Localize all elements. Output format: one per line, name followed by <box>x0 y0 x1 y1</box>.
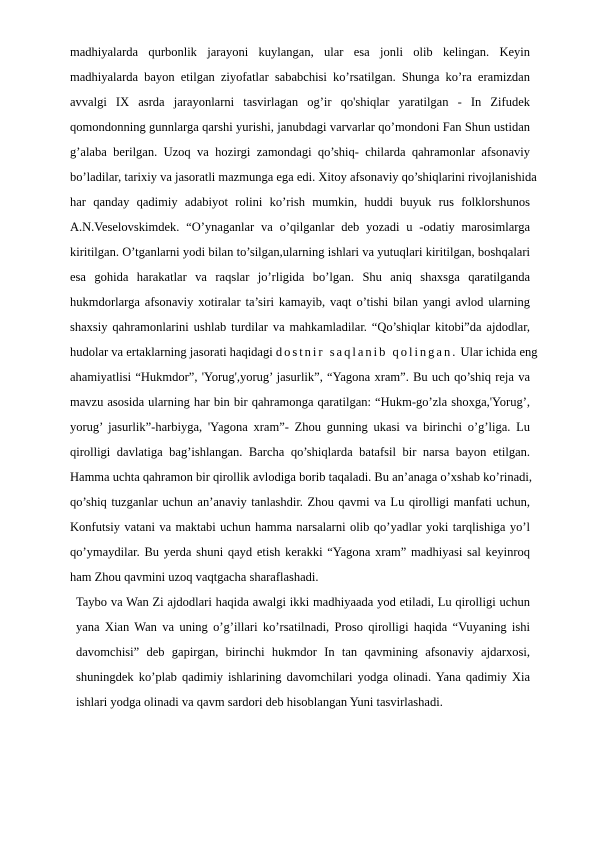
text-line: yana Xian Wan va uning o’g’illari ko’rsatilnadi, Proso qirolligi haqida “Vuyaning ishi <box>76 620 530 634</box>
text-line: ishlari yodga olinadi va qavm sardori deb hisoblangan Yuni tasvirlashadi. <box>76 695 443 709</box>
text-segment: hudolar va ertaklarning jasorati haqidagi <box>70 345 273 359</box>
text-line-with-spaced-phrase <box>70 340 538 364</box>
text-line: har qanday qadimiy adabiyot rolini ko’rish mumkin, huddi buyuk rus folklorshunos <box>70 195 530 209</box>
text-line: esa gohida harakatlar va raqslar jo’rligida bo’lgan. Shu aniq shaxsga qaratilganda <box>70 270 530 284</box>
text-line: yorug’ jasurlik”-harbiyga, 'Yagona xram”- Zhou gunning ukasi va birinchi o’g’liga. Lu <box>70 420 530 434</box>
text-line: davomchisi” deb gapirgan, birinchi hukmdor In tan qavmining afsonaviy ajdarxosi, <box>76 645 530 659</box>
text-line: hukmdorlarga afsonaviy xotiralar ta’siri kamayib, vaqt o’tishi bilan yangi avlod ularning <box>70 295 530 309</box>
text-line: Konfutsiy vatani va maktabi uchun hamma narsalarni olib qo’yadlar yoki tarqlishiga yo’l <box>70 520 530 534</box>
text-line: qomondonning gunnlarga qarshi yurishi, janubdagi varvarlar qo’mondoni Fan Shun ustidan <box>70 120 530 134</box>
text-segment: Ular ichida eng <box>460 345 538 359</box>
text-line: kiritilgan. O’tganlarni yodi bilan to’silgan,ularning ishlari va yutuqlari kiritilgan, boshqalari <box>70 245 530 259</box>
text-line: Taybo va Wan Zi ajdodlari haqida awalgi ikki madhiyaada yod etiladi, Lu qirolligi uchun <box>76 595 530 609</box>
text-line: avvalgi IX asrda jarayonlarni tasvirlagan og’ir qo'shiqlar yaratilgan - In Zifudek <box>70 95 530 109</box>
text-line: qo’shiq tuzganlar uchun an’anaviy tanlashdir. Zhou qavmi va Lu qirolligi manfati uchun, <box>70 495 530 509</box>
text-line: madhiyalarda bayon etilgan ziyofatlar sababchisi ko’rsatilgan. Shunga ko’ra eramizdan <box>70 70 530 84</box>
text-line: Hamma uchta qahramon bir qirollik avlodiga borib taqaladi. Bu an’anaga o’xshab ko’rinadi, <box>70 470 533 484</box>
text-line: g’alaba berilgan. Uzoq va hozirgi zamondagi qo’shiq- chilarda qahramonlar afsonaviy <box>70 145 530 159</box>
spaced-phrase: dostnir saqlanib qolingan. <box>275 345 458 359</box>
text-line: shaxsiy qahramonlarini ushlab turdilar va mahkamladilar. “Qo’shiqlar kitobi”da ajdodlar, <box>70 320 530 334</box>
text-line: mavzu asosida ularning har bin bir qahramonga qaratilgan: “Hukm-go’zla shoxga,'Yorug’, <box>70 395 530 409</box>
text-line: ahamiyatlisi “Hukmdor”, 'Yorug',yorug’ jasurlik”, “Yagona xram”. Bu uch qo’shiq reja va <box>70 370 530 384</box>
text-line: qo’ymaydilar. Bu yerda shuni qayd etish kerakki “Yagona xram” madhiyasi sal keyinroq <box>70 545 530 559</box>
text-line: A.N.Veselovskimdek. “O’ynaganlar va o’qilganlar deb yozadi u -odatiy marosimlarga <box>70 220 530 234</box>
text-line: bo’ladilar, tarixiy va jasoratli mazmunga ega edi. Xitoy afsonaviy qo’shiqlarini rivojlanishida <box>70 170 537 184</box>
text-line: madhiyalarda qurbonlik jarayoni kuylangan, ular esa jonli olib kelingan. Keyin <box>70 45 530 59</box>
text-line: qirolligi davlatiga bag’ishlangan. Barcha qo’shiqlarda batafsil bir narsa bayon etilgan. <box>70 445 530 459</box>
text-line: ham Zhou qavmini uzoq vaqtgacha sharaflashadi. <box>70 570 319 584</box>
text-line: shuningdek ko’plab qadimiy ishlarining davomchilari yodga olinadi. Yana qadimiy Xia <box>76 670 530 684</box>
